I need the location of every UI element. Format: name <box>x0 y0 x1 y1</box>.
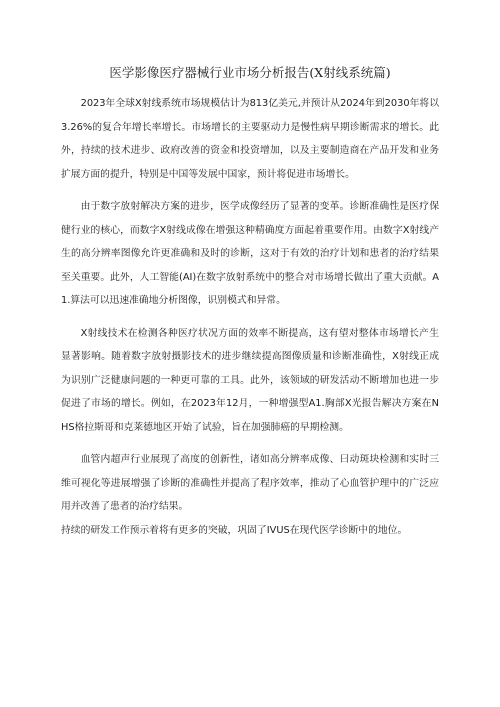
paragraph-xray-efficiency: X射线技术在检测各种医疗状况方面的效率不断提高，这有望对整体市场增长产生显著影响。随着数字放射摄影技术的进步继续提高图像质量和诊断准确性，X射线正成为识别广泛健康问题的一种更可靠的工具。此外，该领域的研发活动不断增加也进一步促进了市场的增长。例如，在2023年12月，一种增强型A1.胸部X光报告解决方案在NHS格拉斯哥和克莱德地区开始了试验，旨在加强肺癌的早期检测。 <box>61 327 439 433</box>
paragraph-ivus-outlook: 持续的研发工作预示着将有更多的突破，巩固了IVUS在现代医学诊断中的地位。 <box>61 524 408 536</box>
paragraph-digital-radiology: 由于数字放射解决方案的进步，医学成像经历了显著的变革。诊断准确性是医疗保健行业的核心，而数字X射线成像在增强这种精确度方面起着重要作用。由数字X射线产生的高分辨率图像允许更准确和及时的诊断，这对于有效的治疗计划和患者的治疗结果至关重要。此外，人工智能(AI)在数字放射系统中的整合对市场增长做出了重大贡献。A1.算法可以迅速准确地分析图像，识别模式和异常。 <box>61 201 439 306</box>
document-body <box>61 92 439 542</box>
paragraph-market-size: 2023年全球X射线系统市场规模估计为813亿美元,并预计从2024年到2030年将以3.26%的复合年增长率增长。市场增长的主要驱动力是慢性病早期诊断需求的增长。此外，持续的技术进步、政府改善的资金和投资增加，以及主要制造商在产品开发和业务扩展方面的提升，特别是中国等发展中国家，预计将促进市场增长。 <box>61 98 439 180</box>
document-title: 医学影像医疗器械行业市场分析报告(X射线系统篇) <box>109 65 391 80</box>
paragraph-ivus-innovation: 血管内超声行业展现了高度的创新性，诸如高分辨率成像、曰动斑块检测和实时三维可视化等进展增强了诊断的准确性并提高了程序效率，推动了心血管护理中的广泛应用并改善了患者的治疗结果。 <box>61 454 439 512</box>
